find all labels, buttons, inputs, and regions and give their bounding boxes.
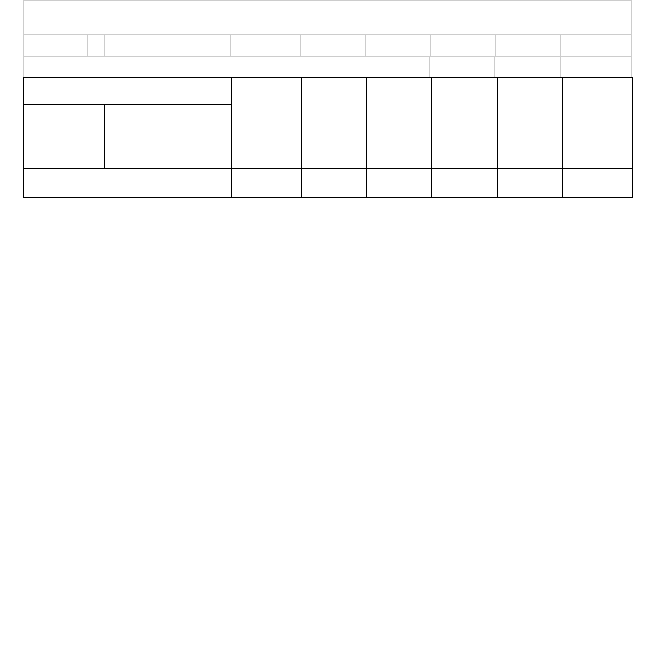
grid-cell	[495, 57, 561, 77]
header-col-operating	[498, 78, 563, 169]
column-index-cell	[302, 169, 367, 198]
grid-cell	[431, 35, 497, 56]
grid-cell	[301, 35, 366, 56]
grid-cell	[430, 57, 496, 77]
department-cell	[24, 57, 430, 77]
grid-cell	[496, 35, 561, 56]
column-index-cell	[498, 169, 563, 198]
header-subject-name-cell	[105, 105, 232, 169]
grid-cell	[366, 35, 431, 56]
grid-cell	[24, 35, 88, 56]
sheet	[23, 0, 632, 198]
header-col-year-total	[232, 78, 302, 169]
column-index-cell	[563, 169, 633, 198]
sheet-label-cell	[561, 35, 631, 56]
table-header	[24, 78, 633, 198]
column-index-cell	[432, 169, 498, 198]
expenditure-table	[23, 77, 633, 198]
grid-cell	[88, 35, 105, 56]
column-index-cell	[367, 169, 432, 198]
lanci-cell	[24, 169, 232, 198]
department-row	[23, 57, 632, 77]
grid-cell	[231, 35, 301, 56]
title-row	[23, 0, 632, 35]
column-index-cell	[232, 169, 302, 198]
grid-cell	[105, 35, 232, 56]
header-col-project	[367, 78, 432, 169]
header-project-cell	[24, 78, 232, 105]
header-col-subsidy-affiliated	[563, 78, 633, 169]
header-col-basic	[302, 78, 367, 169]
unit-cell	[561, 57, 631, 77]
sheet-label-row	[23, 35, 632, 57]
header-col-paid-to-upper	[432, 78, 498, 169]
column-index-row	[24, 169, 633, 198]
header-row-project	[24, 78, 633, 105]
header-func-code-cell	[24, 105, 105, 169]
